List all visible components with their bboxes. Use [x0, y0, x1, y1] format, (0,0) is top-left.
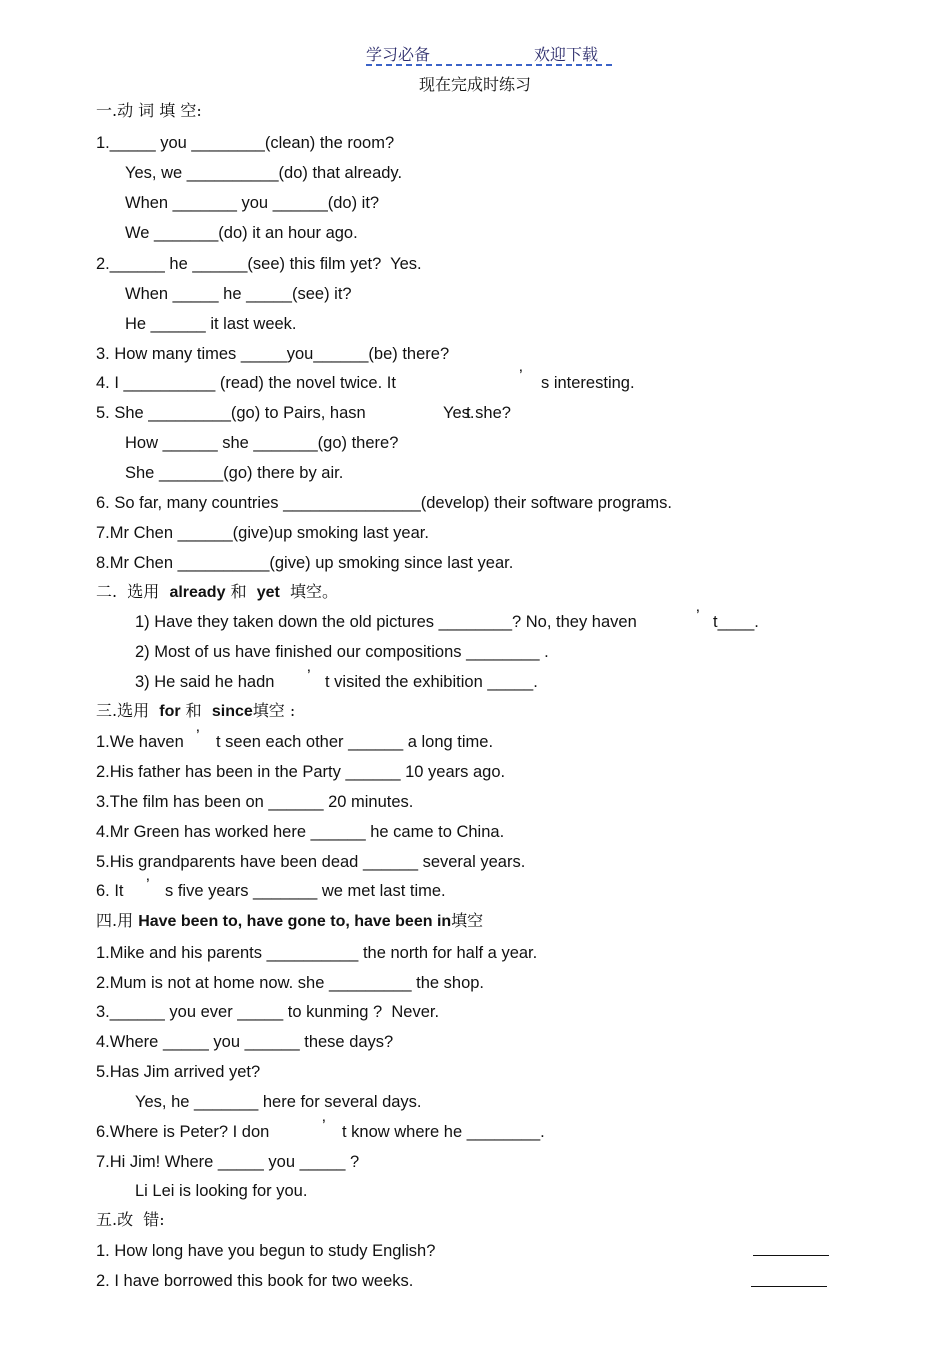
- s5-line: 1. How long have you begun to study English?: [96, 1242, 436, 1260]
- header-left: 学习必备: [366, 45, 431, 64]
- s4-line: Li Lei is looking for you.: [135, 1182, 308, 1200]
- apostrophe: ’: [146, 876, 150, 894]
- answer-line: [751, 1286, 827, 1287]
- apostrophe: ’: [322, 1117, 326, 1135]
- s3-line: 4.Mr Green has worked here ______ he came to China.: [96, 823, 505, 841]
- s1-line: t she?: [466, 404, 511, 422]
- section2-heading: 二. 选用 already 和 yet 填空。: [96, 582, 339, 601]
- s4-line: t know where he ________.: [342, 1123, 545, 1141]
- s1-line: 5. She _________(go) to Pairs, hasn: [96, 404, 366, 422]
- apostrophe: ’: [519, 367, 523, 385]
- header-right: 欢迎下载: [534, 45, 599, 64]
- s3-line: 6. It: [96, 882, 124, 900]
- s4-line: 4.Where _____ you ______ these days?: [96, 1033, 394, 1051]
- s2-item: 3) He said he hadn: [135, 673, 275, 691]
- s3-line: s five years _______ we met last time.: [165, 882, 446, 900]
- s1-line: 4. I __________ (read) the novel twice. It: [96, 374, 396, 392]
- s1-line: 7.Mr Chen ______(give)up smoking last year.: [96, 524, 429, 542]
- apostrophe: ’: [696, 607, 700, 625]
- s4-line: Yes, he _______ here for several days.: [135, 1093, 422, 1111]
- s1-line: 6. So far, many countries _______________(develop) their software programs.: [96, 494, 673, 512]
- s1-line: When _____ he _____(see) it?: [125, 285, 352, 303]
- s1-line: How ______ she _______(go) there?: [125, 434, 399, 452]
- s1-line: 8.Mr Chen __________(give) up smoking since last year.: [96, 554, 514, 572]
- s2-item: t____.: [713, 613, 759, 631]
- s1-line: s interesting.: [541, 374, 635, 392]
- s3-line: 2.His father has been in the Party ______ 10 years ago.: [96, 763, 506, 781]
- s1-line: We _______(do) it an hour ago.: [125, 224, 358, 242]
- s4-line: 1.Mike and his parents __________ the north for half a year.: [96, 944, 538, 962]
- page-header: [366, 42, 612, 66]
- s1-line: 2.______ he ______(see) this film yet? Yes.: [96, 255, 422, 273]
- s4-line: 7.Hi Jim! Where _____ you _____ ?: [96, 1153, 360, 1171]
- section4-heading: 四.用 Have been to, have gone to, have been in填空: [96, 911, 484, 930]
- page-title: 现在完成时练习: [418, 75, 531, 94]
- section3-heading: 三.选用 for 和 since填空 :: [96, 701, 296, 720]
- s4-line: 3.______ you ever _____ to kunming ? Never.: [96, 1003, 440, 1021]
- section1-heading: 一.动 词 填 空:: [96, 101, 202, 120]
- s2-item: t visited the exhibition _____.: [325, 673, 538, 691]
- s5-line: 2. I have borrowed this book for two weeks.: [96, 1272, 414, 1290]
- section5-heading: 五.改 错:: [96, 1210, 165, 1229]
- s1-line: 3. How many times _____you______(be) there?: [96, 345, 450, 363]
- s4-line: 6.Where is Peter? I don: [96, 1123, 270, 1141]
- s1-line: Yes, we __________(do) that already.: [125, 164, 403, 182]
- answer-line: [753, 1255, 829, 1256]
- s4-line: 2.Mum is not at home now. she _________ the shop.: [96, 974, 485, 992]
- s3-line: 3.The film has been on ______ 20 minutes.: [96, 793, 414, 811]
- s4-line: 5.Has Jim arrived yet?: [96, 1063, 261, 1081]
- s2-item: 1) Have they taken down the old pictures ________? No, they haven: [135, 613, 637, 631]
- apostrophe: ’: [196, 727, 200, 745]
- s3-line: t seen each other ______ a long time.: [216, 733, 494, 751]
- s1-line: Yes.: [443, 404, 475, 422]
- s3-line: 1.We haven: [96, 733, 184, 751]
- s1-line: 1._____ you ________(clean) the room?: [96, 134, 395, 152]
- s1-line: He ______ it last week.: [125, 315, 297, 333]
- s1-line: She _______(go) there by air.: [125, 464, 344, 482]
- apostrophe: ’: [307, 667, 311, 685]
- s1-line: When _______ you ______(do) it?: [125, 194, 380, 212]
- s3-line: 5.His grandparents have been dead ______ several years.: [96, 853, 526, 871]
- s2-item: 2) Most of us have finished our compositions ________ .: [135, 643, 549, 661]
